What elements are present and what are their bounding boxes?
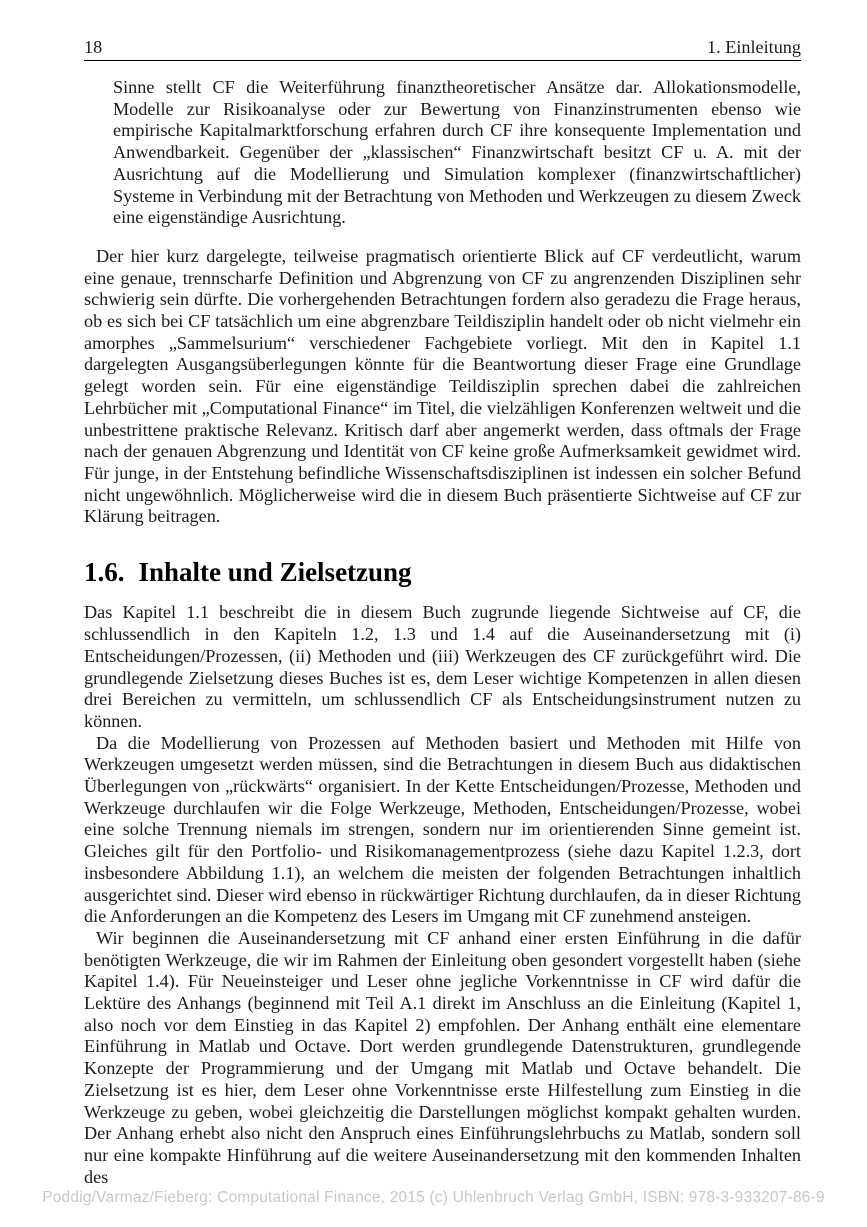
- body-paragraph: Wir beginnen die Auseinandersetzung mit CF anhand einer ersten Einführung in die dafür benötigten Werkzeuge, die wir im Rahmen der Einleitung oben gesondert vorgestellt haben (siehe Kapitel 1.4). Für Neueinsteiger und Leser ohne jegliche Vorkenntnisse in CF wird dafür die Lektüre des Anhangs (beginnend mit Teil A.1 direkt im Anschluss an die Einleitung (Kapitel 1, also noch vor dem Einstieg in das Kapitel 2) empfohlen. Der Anhang enthält eine elementare Einführung in Matlab und Octave. Dort werden grundlegende Datenstrukturen, grundlegende Konzepte der Programmierung und der Umgang mit Matlab und Octave behandelt. Die Zielsetzung ist es hier, dem Leser ohne Vorkenntnisse erste Hilfestellung zum Einstieg in die Werkzeuge zu geben, wobei gleichzeitig die Darstellungen möglichst kompakt gehalten wurden. Der Anhang erhebt also nicht den Anspruch eines Einführungslehrbuchs zu Matlab, sondern soll nur eine kompakte Hinführung auf die weitere Auseinandersetzung mit den kommenden Inhalten des: [84, 927, 801, 1187]
- page-body: [84, 74, 801, 1188]
- copyright-footer: Poddig/Varmaz/Fieberg: Computational Finance, 2015 (c) Uhlenbruch Verlag GmbH, ISBN: 978-3-933207-86-9: [42, 1189, 825, 1206]
- quote-paragraph: Sinne stellt CF die Weiterführung finanztheoretischer Ansätze dar. Allokationsmodelle, Modelle zur Risikoanalyse oder zur Bewertung von Finanzinstrumenten ebenso wie empirische Kapitalmarktforschung erfahren durch CF ihre konsequente Implementation und Anwendbarkeit. Gegenüber der „klassischen“ Finanzwirtschaft besitzt CF u. A. mit der Ausrichtung auf die Modellierung und Simulation komplexer (finanzwirtschaftlicher) Systeme in Verbindung mit der Betrachtung von Methoden und Werkzeugen zu diesem Zweck eine eigenständige Ausrichtung.: [113, 77, 801, 228]
- section-title: Inhalte und Zielsetzung: [138, 557, 412, 588]
- running-chapter-title: 1. Einleitung: [707, 37, 801, 57]
- header-rule: [84, 60, 801, 61]
- body-paragraph: Der hier kurz dargelegte, teilweise pragmatisch orientierte Blick auf CF verdeutlicht, warum eine genaue, trennscharfe Definition und Abgrenzung von CF zu angrenzenden Disziplinen sehr schwierig sein dürfte. Die vorhergehenden Betrachtungen fordern also geradezu die Frage heraus, ob es sich bei CF tatsächlich um eine abgrenzbare Teildisziplin handelt oder ob nicht vielmehr ein amorphes „Sammelsurium“ verschiedener Fachgebiete vorliegt. Mit den in Kapitel 1.1 dargelegten Ausgangsüberlegungen könnte für die Beantwortung dieser Frage eine Grundlage gelegt worden sein. Für eine eigenständige Teildisziplin sprechen dabei die zahlreichen Lehrbücher mit „Computational Finance“ im Titel, die vielzähligen Konferenzen weltweit und die unbestrittene praktische Relevanz. Kritisch darf aber angemerkt werden, dass oftmals der Frage nach der genauen Abgrenzung und Identität von CF keine große Aufmerksamkeit gewidmet wird. Für junge, in der Entstehung befindliche Wissenschaftsdisziplinen ist indessen ein solcher Befund nicht ungewöhnlich. Möglicherweise wird die in diesem Buch präsentierte Sichtweise auf CF zur Klärung beitragen.: [84, 245, 801, 527]
- body-paragraph: Da die Modellierung von Prozessen auf Methoden basiert und Methoden mit Hilfe von Werkzeugen umgesetzt werden müssen, sind die Betrachtungen in diesem Buch aus didaktischen Überlegungen von „rückwärts“ organisiert. In der Kette Entscheidungen/Prozesse, Methoden und Werkzeuge durchlaufen wir die Folge Werkzeuge, Methoden, Entscheidungen/Prozesse, wobei eine solche Trennung niemals im strengen, sondern nur im orientierenden Sinne gemeint ist. Gleiches gilt für den Portfolio- und Risikomanagementprozess (siehe dazu Kapitel 1.2.3, dort insbesondere Abbildung 1.1), an welchem die meisten der folgenden Betrachtungen inhaltlich ausgerichtet sind. Dieser wird ebenso in rückwärtiger Richtung durchlaufen, da in dieser Richtung die Anforderungen an die Kompetenz des Lesers im Umgang mit CF zunehmend ansteigen.: [84, 732, 801, 927]
- body-paragraph: Das Kapitel 1.1 beschreibt die in diesem Buch zugrunde liegende Sichtweise auf CF, die schlussendlich in den Kapiteln 1.2, 1.3 und 1.4 auf die Auseinandersetzung mit (i) Entscheidungen/Prozessen, (ii) Methoden und (iii) Werkzeugen des CF zurückgeführt wird. Die grundlegende Zielsetzung dieses Buches ist es, dem Leser wichtige Kompetenzen in allen diesen drei Bereichen zu vermitteln, um schlussendlich CF als Entscheidungsinstrument nutzen zu können.: [84, 602, 801, 731]
- page-header: [84, 37, 801, 58]
- page-number: 18: [84, 37, 103, 57]
- section-heading: [84, 558, 801, 586]
- section-number: 1.6.: [84, 557, 125, 588]
